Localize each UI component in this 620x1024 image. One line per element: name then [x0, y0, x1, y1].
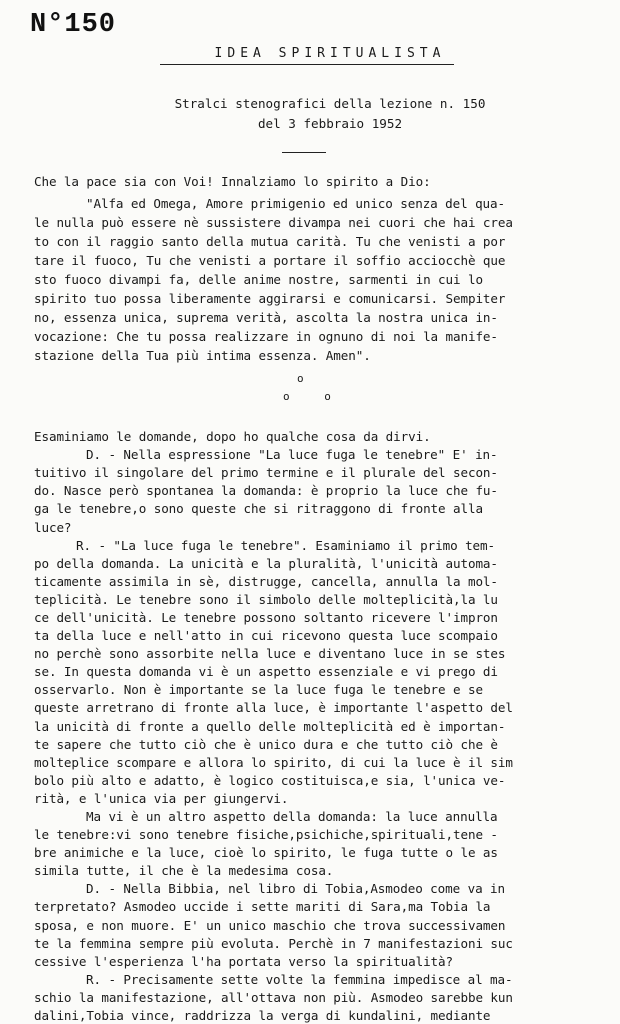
answer-line: osservarlo. Non è importante se la luce fuga le tenebre e se: [34, 682, 483, 698]
prayer-line: stazione della Tua più intima essenza. Amen".: [34, 348, 371, 363]
answer-line: queste arretrano di fronte alla luce, è importante l'aspetto del: [34, 700, 513, 716]
answer-line: la unicità di fronte a quello delle molteplicità ed è importan-: [34, 718, 506, 734]
answer-line: po della domanda. La unicità e la pluralità, l'unicità automa-: [34, 555, 498, 571]
question-line: cessive l'esperienza l'ha portata verso la spiritualità?: [34, 953, 453, 969]
prayer-line: spirito tuo possa liberamente aggirarsi e comunicarsi. Sempiter: [34, 291, 506, 306]
separator-top: o: [297, 372, 318, 385]
answer-line: ticamente assimila in sè, distrugge, cancella, annulla la mol-: [34, 573, 498, 589]
answer-line: ta della luce e nell'atto in cui ricevono questa luce scompaio: [34, 628, 498, 643]
answer-line: no perchè sono assorbite nella luce e diventano luce in se stes: [34, 646, 506, 662]
answer-line: schio la manifestazione, all'ottava non più. Asmodeo sarebbe kun: [34, 989, 513, 1005]
question-line: sposa, e non muore. E' un unico maschio che trova successivamen: [34, 917, 506, 933]
answer-line: R. - "La luce fuga le tenebre". Esaminiamo il primo tem-: [76, 537, 495, 553]
intro-line: Esaminiamo le domande, dopo ho qualche cosa da dirvi.: [34, 429, 431, 444]
answer-line: ce dell'unicità. Le tenebre possono soltanto ricevere l'impron: [34, 609, 498, 625]
answer-line: bre animiche e la luce, cioè lo spirito, le fuga tutte o le as: [34, 845, 498, 861]
answer-line: simila tutte, il che è la medesima cosa.: [34, 863, 334, 879]
answer-line: bolo più alto e adatto, è logico costituisca,e sia, l'unica ve-: [34, 772, 506, 788]
question-line: D. - Nella espressione "La luce fuga le tenebre" E' in-: [86, 447, 498, 463]
separator-bottom: o o: [283, 390, 345, 403]
answer-line: te sapere che tutto ciò che è unico dura e che tutto ciò che è: [34, 736, 498, 752]
greeting: Che la pace sia con Voi! Innalziamo lo spirito a Dio:: [34, 174, 431, 189]
prayer-line: le nulla può essere nè sussistere divampa nei cuori che hai crea: [34, 215, 513, 230]
question-line: terpretato? Asmodeo uccide i sette mariti di Sara,ma Tobia la: [34, 899, 491, 915]
answer-line: le tenebre:vi sono tenebre fisiche,psichiche,spirituali,tene -: [34, 827, 498, 843]
question-line: luce?: [34, 519, 72, 535]
answer-line: dalini,Tobia vince, raddrizza la verga di kundalini, mediante: [34, 1008, 491, 1023]
question-line: tuitivo il singolare del primo termine e il plurale del secon-: [34, 465, 498, 481]
question-line: te la femmina sempre più evoluta. Perchè in 7 manifestazioni suc: [34, 935, 513, 951]
subtitle-line-1: Stralci stenografici della lezione n. 150: [174, 96, 486, 111]
subtitle-line-2: del 3 febbraio 1952: [257, 116, 403, 131]
prayer-line: tare il fuoco, Tu che venisti a portare il soffio acciocchè que: [34, 253, 506, 268]
prayer-line: sto fuoco divampi fa, delle anime nostre, sarmenti in cui lo: [34, 272, 483, 287]
answer-line: se. In questa domanda vi è un aspetto essenziale e vi prego di: [34, 664, 498, 680]
answer-line: rità, e l'unica via per giungervi.: [34, 790, 289, 806]
document-number: N°150: [30, 10, 117, 40]
answer-line: R. - Precisamente sette volte la femmina impedisce al ma-: [86, 971, 513, 987]
prayer-line: vocazione: Che tu possa realizzare in ognuno di noi la manife-: [34, 329, 498, 344]
prayer-line: no, essenza unica, suprema verità, ascolta la nostra unica in-: [34, 310, 498, 325]
question-line: ga le tenebre,o sono queste che si ritraggono di fronte alla: [34, 501, 483, 517]
answer-line: molteplice scompare e allora lo spirito, di cui la luce è il sim: [34, 754, 513, 770]
question-line: D. - Nella Bibbia, nel libro di Tobia,Asmodeo come va in: [86, 881, 505, 897]
answer-line: Ma vi è un altro aspetto della domanda: la luce annulla: [86, 809, 498, 824]
document-title: IDEA SPIRITUALISTA: [214, 46, 446, 61]
answer-line: teplicità. Le tenebre sono il simbolo delle molteplicità,la lu: [34, 591, 498, 607]
prayer-line: "Alfa ed Omega, Amore primigenio ed unico senza del qua-: [86, 196, 505, 211]
question-line: do. Nasce però spontanea la domanda: è proprio la luce che fu-: [34, 483, 498, 499]
prayer-line: to con il raggio santo della mutua carità. Tu che venisti a por: [34, 234, 506, 249]
